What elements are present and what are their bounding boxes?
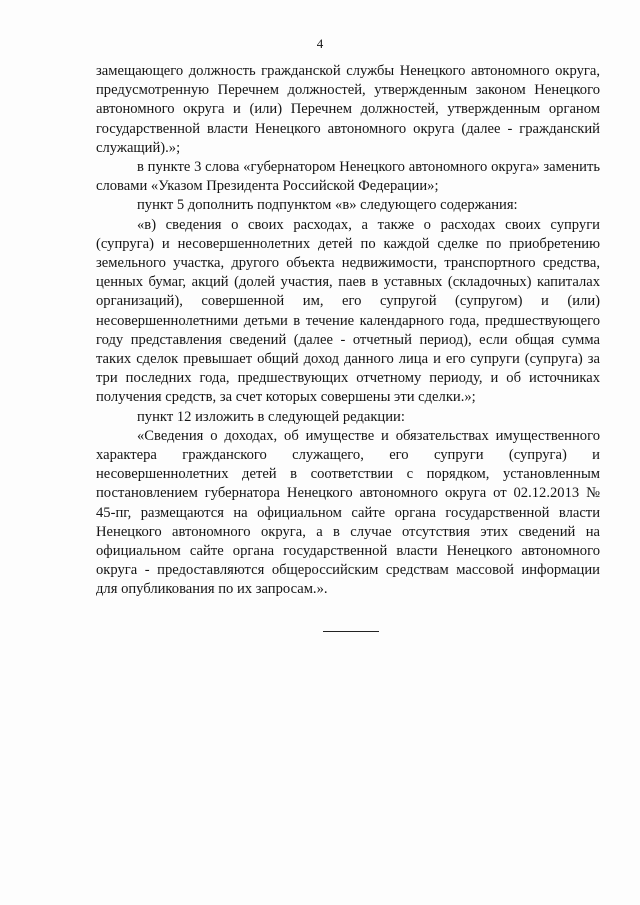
- paragraph-point-12-text: «Сведения о доходах, об имуществе и обязательствах имущественного характера гражданского служащего, его супруги (супруга) и несовершеннолетних детей в соответствии с порядком, установленным постановлением губернатора Ненецкого автономного округа от 02.12.2013 № 45-пг, размещаются на официальном сайте органа государственной власти Ненецкого автономного округа, а в случае отсутствия этих сведений на официальном сайте органа государственной власти Ненецкого автономного округа - предоставляются общероссийским средствам массовой информации для опубликования по их запросам.».: [96, 427, 600, 598]
- paragraph-subpoint-v: «в) сведения о своих расходах, а также о расходах своих супруги (супруга) и несовершеннолетних детей по каждой сделке по приобретению земельного участка, другого объекта недвижимости, транспортного средства, ценных бумаг, акций (долей участия, паев в уставных (складочных) капиталах организаций), совершенной им, его супругой (супругом) и (или) несовершеннолетними детьми в течение календарного года, предшествующего году представления сведений (далее - отчетный период), если общая сумма таких сделок превышает общий доход данного лица и его супруги (супруга) за три последних года, предшествующих отчетному периоду, и об источниках получения средств, за счет которых совершены эти сделки.»;: [96, 216, 600, 406]
- paragraph-point-12: пункт 12 изложить в следующей редакции:: [137, 408, 405, 425]
- end-of-text-rule: [323, 631, 379, 632]
- paragraph-continuation: замещающего должность гражданской службы Ненецкого автономного округа, предусмотренную Перечнем должностей, утвержденным законом Ненецкого автономного округа и (или) Перечнем должностей, утвержденным органом государственной власти Ненецкого автономного округа (далее - гражданский служащий).»;: [96, 63, 600, 156]
- paragraph-point-3: в пункте 3 слова «губернатором Ненецкого автономного округа» заменить словами «Указом Президента Российской Федерации»;: [96, 159, 600, 195]
- page-number: 4: [316, 36, 324, 51]
- paragraph-point-5: пункт 5 дополнить подпунктом «в» следующего содержания:: [137, 197, 518, 214]
- document-body: [96, 62, 600, 600]
